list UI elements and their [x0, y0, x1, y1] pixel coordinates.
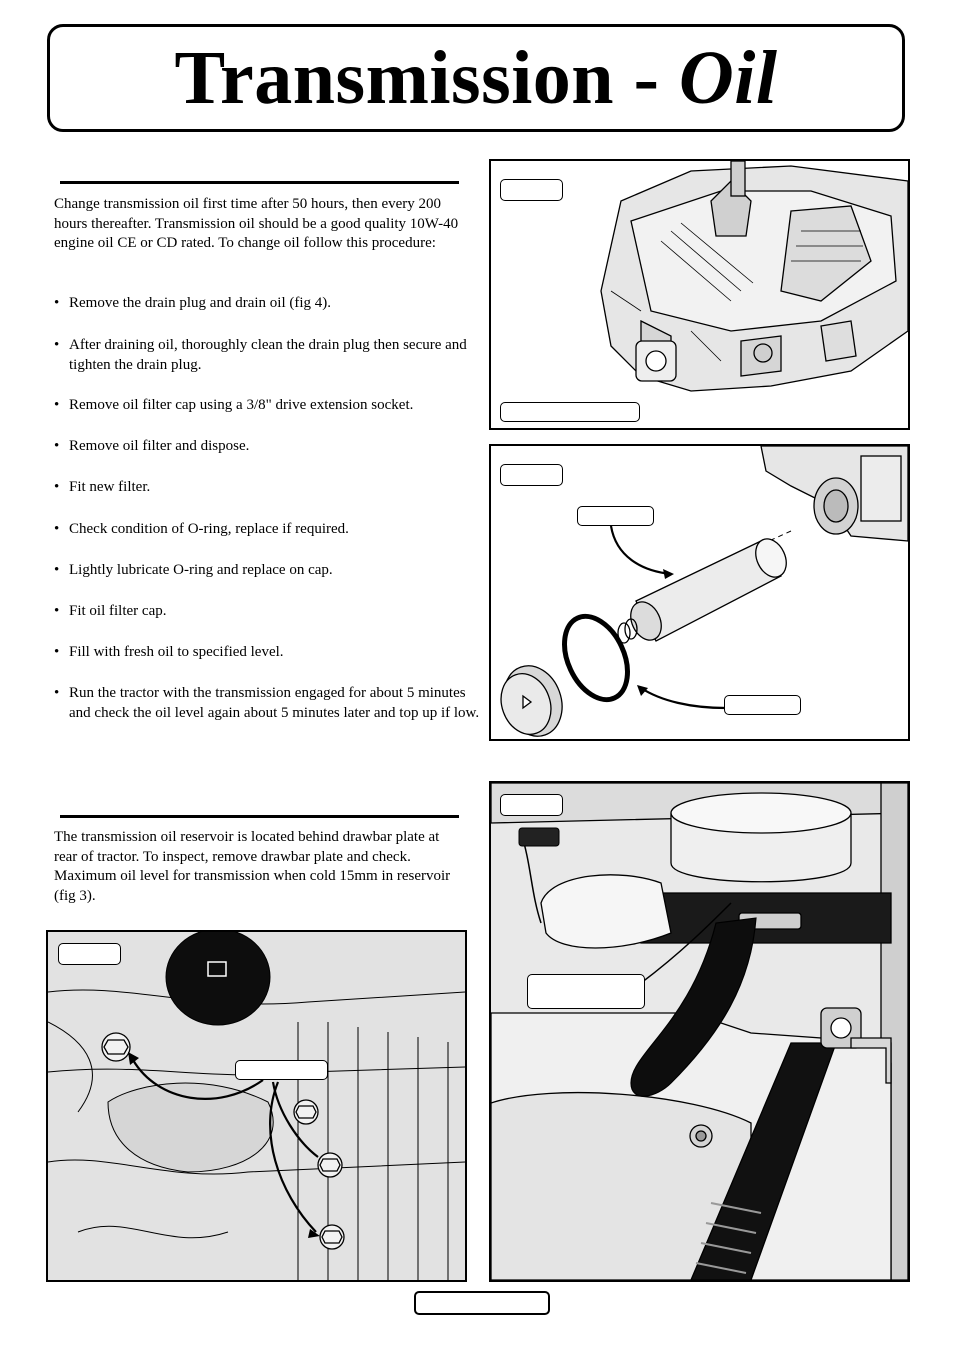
- callout-drain-box: [235, 1060, 328, 1080]
- filter-illustration: [491, 446, 908, 739]
- step-item: • After draining oil, thoroughly clean the drain plug then secure and tighten the drain plug.: [54, 336, 489, 375]
- step-item: • Remove the drain plug and drain oil (fig 4).: [54, 294, 489, 314]
- callout-o-ring-box: [724, 695, 801, 715]
- callout-filter-box: [577, 506, 654, 526]
- reservoir-cap-icon: [166, 932, 270, 1025]
- figure-label-box: [500, 794, 563, 816]
- figure-label-box: [58, 943, 121, 965]
- step-item: • Fill with fresh oil to specified level.: [54, 643, 489, 663]
- section-rule-reservoir: [60, 815, 459, 818]
- figure-filter-assembly: [489, 444, 910, 741]
- step-item: • Fit new filter.: [54, 478, 489, 498]
- callout-reservoir-box: [527, 974, 645, 1009]
- title-main: Transmission -: [174, 36, 679, 120]
- section-rule-oil-change: [60, 181, 459, 184]
- figure-label-box: [500, 179, 563, 201]
- step-item: • Run the tractor with the transmission engaged for about 5 minutes and check the oil level again about 5 minutes later and top up if low.: [54, 684, 489, 723]
- step-item: • Lightly lubricate O-ring and replace on cap.: [54, 561, 489, 581]
- page-title: [174, 36, 778, 120]
- figure-reservoir: [489, 781, 910, 1282]
- step-item: • Remove oil filter cap using a 3/8" drive extension socket.: [54, 396, 489, 416]
- figure-label-box: [500, 464, 563, 486]
- step-item: • Check condition of O-ring, replace if required.: [54, 520, 489, 540]
- oil-change-intro: Change transmission oil first time after 50 hours, then every 200 hours thereafter. Transmission oil should be a good quality 10W-40 engine oil CE or CD rated. To change oil follow this procedure:: [54, 196, 459, 251]
- caption-box: [500, 402, 640, 422]
- title-emphasis: Oil: [678, 36, 778, 120]
- figure-drain-plug: [46, 930, 467, 1282]
- page-number-box: [414, 1291, 550, 1315]
- drain-plug-illustration: [48, 932, 465, 1280]
- reservoir-text: The transmission oil reservoir is located behind drawbar plate at rear of tractor. To inspect, remove drawbar plate and check. Maximum oil level for transmission when cold 15mm in reservoir (fig 3).: [54, 829, 451, 904]
- step-item: • Fit oil filter cap.: [54, 602, 489, 622]
- figure-transmission-unit: [489, 159, 910, 430]
- filter-cap-icon: [493, 658, 572, 739]
- title-box: [47, 24, 905, 132]
- step-item: • Remove oil filter and dispose.: [54, 437, 489, 457]
- transmission-illustration: [491, 161, 908, 428]
- reservoir-illustration: [491, 783, 908, 1280]
- filter-element: [625, 534, 792, 645]
